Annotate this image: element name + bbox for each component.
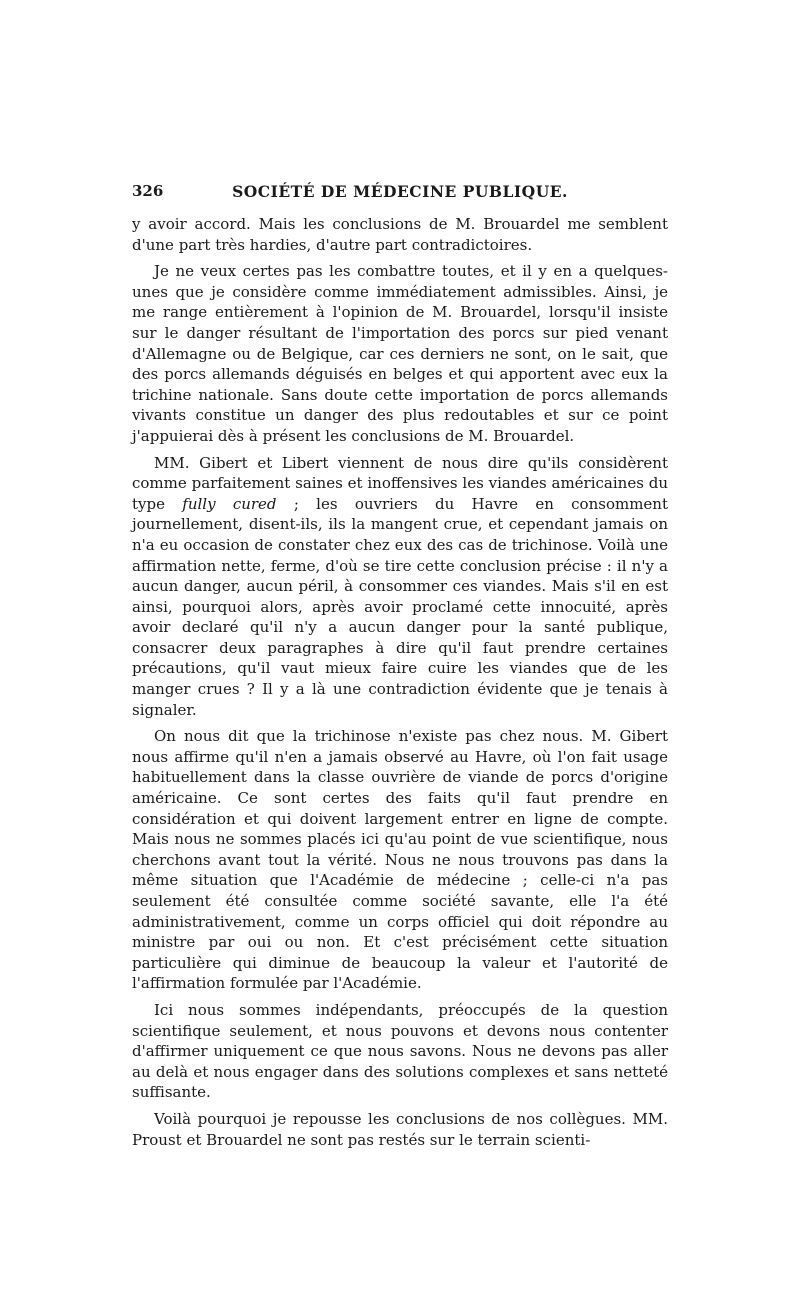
paragraph-5: Ici nous sommes indépendants, préoccupés de la question scientifique seulement, et nous pouvons et devons nous contenter d'affirmer uniquement ce que nous savons. Nous ne devons pas aller au delà et nous engager dans des solutions complexes et sans netteté suffisante. xyxy=(132,1000,668,1102)
paragraph-6: Voilà pourquoi je repousse les conclusions de nos collègues. MM. Proust et Brouardel ne sont pas restés sur le terrain scienti- xyxy=(132,1109,668,1149)
paragraph-3 xyxy=(132,453,668,721)
paragraph-1: y avoir accord. Mais les conclusions de M. Brouardel me semblent d'une part très hardies, d'autre part contradictoires. xyxy=(132,215,668,254)
paragraph-4: On nous dit que la trichinose n'existe pas chez nous. M. Gibert nous affirme qu'il n'en a jamais observé au Havre, où l'on fait usage habituellement dans la classe ouvrière de viande de porcs d'origine américaine. Ce sont certes des faits qu'il faut prendre en considération et qui doivent largement entrer en ligne de compte. Mais nous ne sommes placés ici qu'au point de vue scientifique, nous cherchons avant tout la vérité. Nous ne nous trouvons pas dans la même situation que l'Académie de médecine ; celle-ci n'a pas seulement été consultée comme société savante, elle l'a été administrativement, comme un corps officiel qui doit répondre au ministre par oui ou non. Et c'est précisément cette situation particulière qui diminue de beaucoup la valeur et l'autorité de l'affirmation formulée par l'Académie. xyxy=(132,727,668,993)
book-page xyxy=(132,182,668,1156)
paragraph-3-text-a: MM. Gibert et Libert viennent de nous dire qu'ils considèrent comme parfaitement saines et inoffensives les viandes américaines du type xyxy=(132,453,668,513)
page-number: 326 xyxy=(132,182,164,200)
paragraph-3-text-b: ; les ouvriers du Havre en consomment journellement, disent-ils, ils la mangent crue, et cependant jamais on n'a eu occasion de constater chez eux des cas de trichinose. Voilà une affirmation nette, ferme, d'où se tire cette conclusion précise : il n'y a aucun danger, aucun péril, à consommer ces viandes. Mais s'il en est ainsi, pourquoi alors, après avoir proclamé cette innocuité, après avoir declaré qu'il n'y a aucun danger pour la santé publique, consacrer deux paragraphes à dire qu'il faut prendre certaines précautions, qu'il vaut mieux faire cuire les viandes que de les manger crues ? Il y a là une contradiction évidente que je tenais à signaler. xyxy=(132,494,668,719)
paragraph-2: Je ne veux certes pas les combattre toutes, et il y en a quelques-unes que je considère comme immédiatement admissibles. Ainsi, je me range entièrement à l'opinion de M. Brouardel, lorsqu'il insiste sur le danger résultant de l'importation des porcs sur pied venant d'Allemagne ou de Belgique, car ces derniers ne sont, on le sait, que des porcs allemands déguisés en belges et qui apportent avec eux la trichine nationale. Sans doute cette importation de porcs allemands vivants constitue un danger des plus redoutables et sur ce point j'appuierai dès à présent les conclusions de M. Brouardel. xyxy=(132,262,668,445)
running-head xyxy=(132,182,668,208)
paragraph-3-italic-term: fully cured xyxy=(182,494,277,513)
running-title: SOCIÉTÉ DE MÉDECINE PUBLIQUE. xyxy=(232,182,568,201)
